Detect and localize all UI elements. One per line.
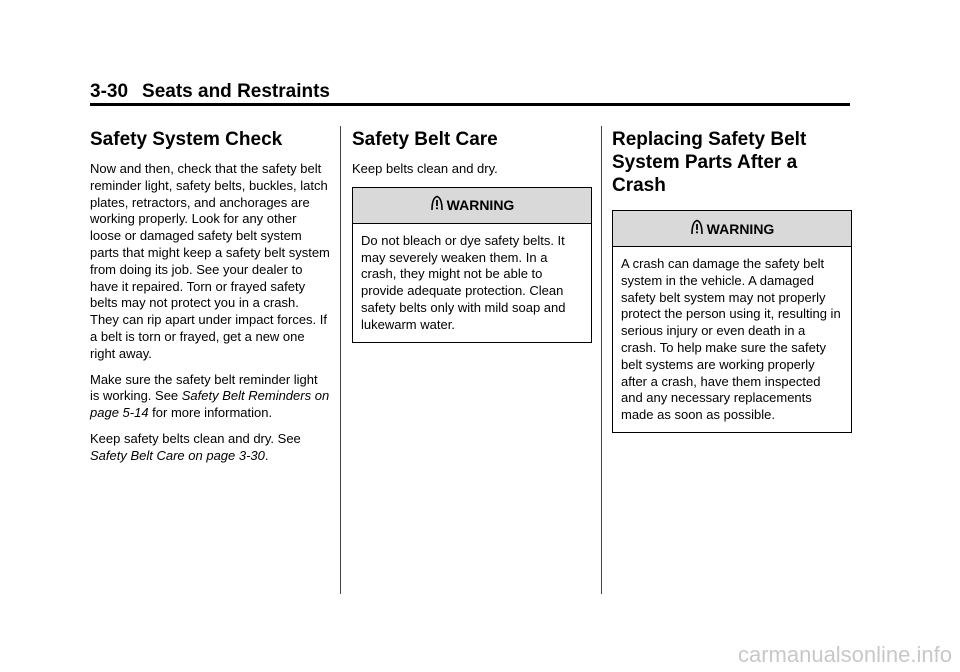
header-rule — [90, 103, 850, 106]
heading-safety-system-check: Safety System Check — [90, 129, 283, 150]
warning-triangle-icon — [690, 219, 704, 235]
warning-triangle-icon — [430, 195, 444, 211]
column-divider-left — [340, 126, 341, 594]
column-replacing-parts — [612, 128, 852, 433]
column-safety-system-check — [90, 128, 330, 474]
paragraph-clean-text: Keep safety belts clean and dry. See — [90, 430, 301, 446]
warning-text: A crash can damage the safety belt system in the vehicle. A damaged safety belt system may not properly protect the person using it, resulting in serious injury or even death in a crash. To help make sure the safety belt systems are working properly after a crash, have them inspected and any necessary replacements made as soon as possible. — [621, 256, 841, 423]
warning-box-crash — [612, 210, 852, 433]
heading-safety-belt-care: Safety Belt Care — [352, 129, 498, 150]
paragraph-keep-clean: Keep belts clean and dry. — [352, 161, 498, 176]
warning-box-belt-care — [352, 187, 592, 343]
paragraph-reminder-tail: for more information. — [148, 405, 273, 421]
warning-label: WARNING — [706, 220, 775, 237]
section-title: Seats and Restraints — [142, 81, 330, 102]
link-safety-belt-reminders[interactable]: Safety Belt Reminders on page 5-14 — [90, 388, 330, 421]
heading-replacing-parts: Replacing Safety Belt System Parts After a Crash — [612, 129, 807, 196]
link-safety-belt-care[interactable]: Safety Belt Care on page 3-30 — [90, 447, 265, 463]
column-divider-right — [601, 126, 602, 594]
warning-label: WARNING — [446, 197, 515, 214]
warning-text: Do not bleach or dye safety belts. It may severely weaken them. In a crash, they might not be able to provide adequate protection. Clean safety belts only with mild soap and lukewarm water. — [361, 232, 566, 332]
watermark: carmanualsonline.info — [737, 642, 952, 667]
page-header — [90, 81, 330, 103]
page-number: 3-30 — [90, 81, 129, 102]
paragraph-reminder-text: Make sure the safety belt reminder light is working. See — [90, 371, 318, 404]
paragraph-clean-tail: . — [264, 447, 269, 463]
warning-header — [613, 211, 851, 247]
warning-header — [353, 188, 591, 224]
paragraph-reminder-light — [90, 372, 330, 422]
paragraph-clean-dry — [90, 431, 330, 465]
column-safety-belt-care — [352, 128, 592, 343]
paragraph-system-check: Now and then, check that the safety belt reminder light, safety belts, buckles, latch plates, retractors, and anchorages are working properly. Look for any other loose or damaged safety belt system parts that might keep a safety belt system from doing its job. See your dealer to have it repaired. Torn or frayed safety belts may not protect you in a crash. They can rip apart under impact forces. If a belt is torn or frayed, get a new one right away. — [90, 161, 330, 361]
